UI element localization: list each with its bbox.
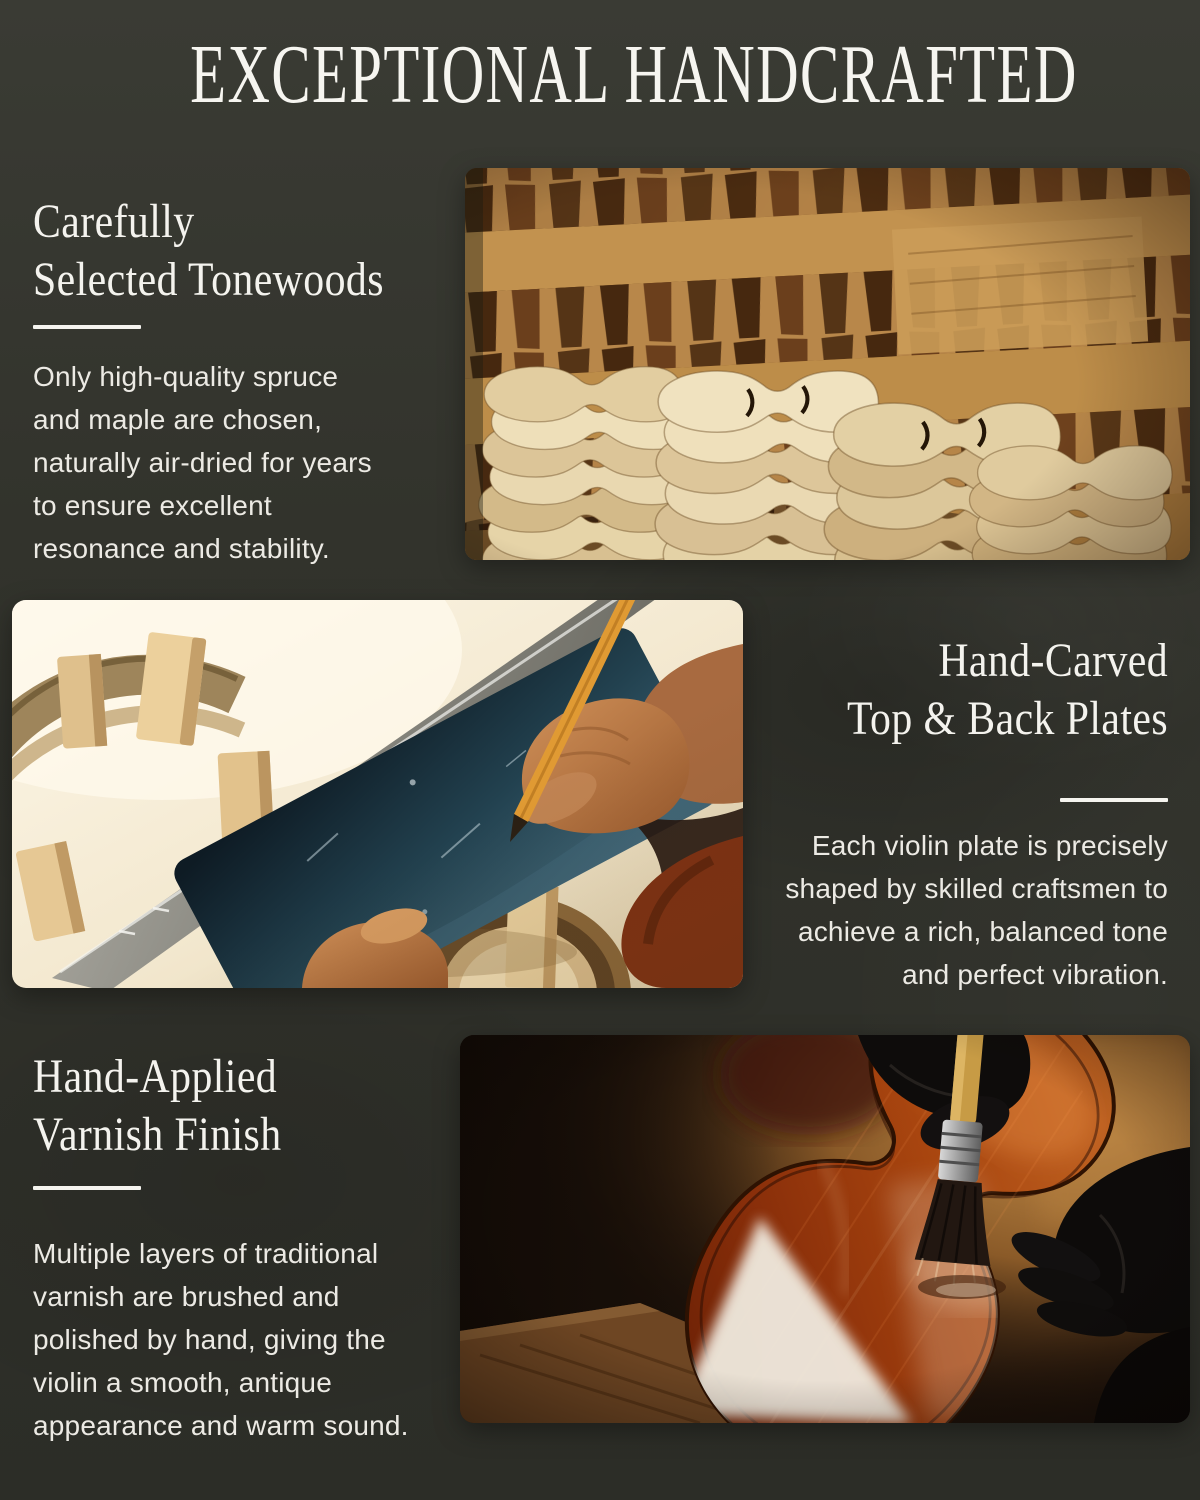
tonewood-stacks-illustration xyxy=(465,168,1190,560)
heading-line: Varnish Finish xyxy=(33,1108,282,1161)
section-plates xyxy=(688,632,1168,996)
body-line: Each violin plate is precisely xyxy=(811,830,1168,861)
section-plates-body xyxy=(688,824,1168,996)
body-line: naturally air-dried for years xyxy=(33,447,372,478)
section-divider xyxy=(1060,798,1168,802)
section-varnish xyxy=(33,1048,465,1447)
body-line: polished by hand, giving the xyxy=(33,1324,386,1355)
section-tonewoods-body xyxy=(33,355,465,570)
body-line: violin a smooth, antique xyxy=(33,1367,332,1398)
section-divider xyxy=(33,325,141,329)
varnish-brush-photo xyxy=(460,1035,1190,1423)
section-divider xyxy=(33,1186,141,1190)
body-line: varnish are brushed and xyxy=(33,1281,340,1312)
heading-line: Hand-Carved xyxy=(938,634,1168,687)
section-tonewoods-heading xyxy=(33,193,465,309)
page-title-text: EXCEPTIONAL HANDCRAFTED xyxy=(190,28,1078,121)
page-title xyxy=(0,30,1200,120)
section-varnish-body xyxy=(33,1232,465,1447)
section-varnish-heading xyxy=(33,1048,465,1164)
heading-line: Top & Back Plates xyxy=(846,692,1168,745)
heading-line: Selected Tonewoods xyxy=(33,253,384,306)
carving-mold-photo xyxy=(12,600,743,988)
body-line: Only high-quality spruce xyxy=(33,361,339,392)
body-line: and perfect vibration. xyxy=(902,959,1168,990)
section-tonewoods xyxy=(33,193,465,570)
heading-line: Hand-Applied xyxy=(33,1050,278,1103)
section-plates-heading xyxy=(688,632,1168,748)
body-line: to ensure excellent xyxy=(33,490,272,521)
body-line: and maple are chosen, xyxy=(33,404,323,435)
body-line: achieve a rich, balanced tone xyxy=(797,916,1168,947)
body-line: shaped by skilled craftsmen to xyxy=(785,873,1168,904)
heading-line: Carefully xyxy=(33,195,195,248)
tonewood-stacks-photo xyxy=(465,168,1190,560)
body-line: Multiple layers of traditional xyxy=(33,1238,379,1269)
body-line: appearance and warm sound. xyxy=(33,1410,409,1441)
varnish-brush-illustration xyxy=(460,1035,1190,1423)
carving-mold-illustration xyxy=(12,600,743,988)
body-line: resonance and stability. xyxy=(33,533,330,564)
